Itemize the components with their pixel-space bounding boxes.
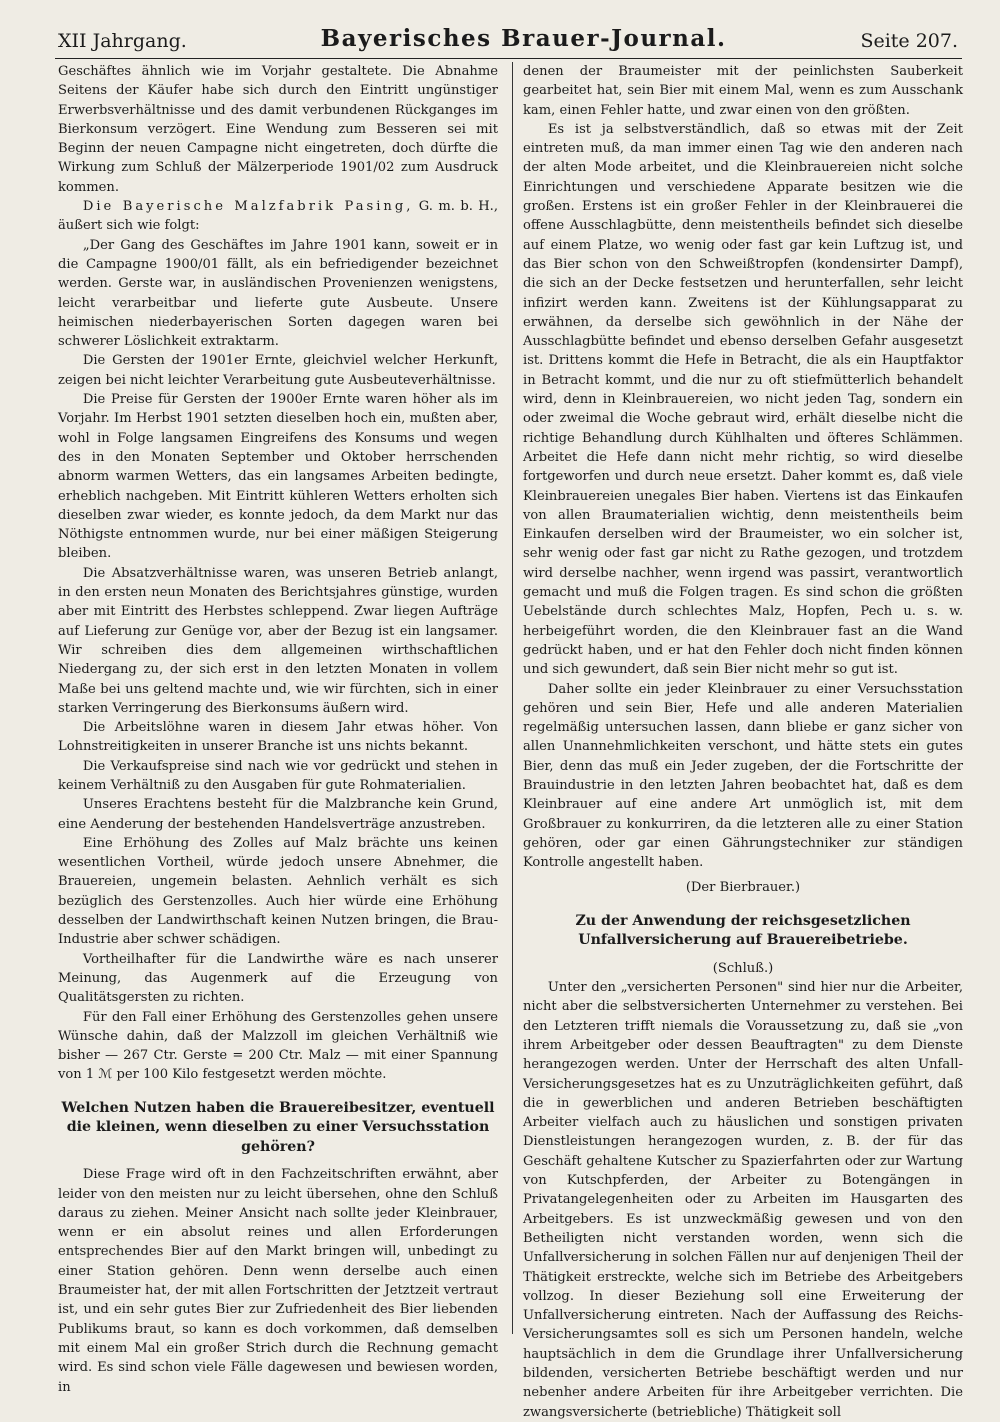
paragraph: Für den Fall einer Erhöhung des Gerstenzolles gehen unsere Wünsche dahin, daß der Malzzoll im gleichen Verhältniß wie bisher — 267 Ctr. Gerste = 200 Ctr. Malz — mit einer Spannung von 1 ℳ per 100 Kilo festgesetzt werden möchte. xyxy=(58,1009,498,1083)
page-header xyxy=(58,18,958,52)
page-number: Seite 207. xyxy=(860,30,958,52)
right-column xyxy=(523,62,963,1422)
paragraph: „Der Gang des Geschäftes im Jahre 1901 kann, soweit er in die Campagne 1900/01 fällt, als ein befriedigender bezeichnet werden. Gerste war, in ausländischen Provenienzen wenigstens, leicht verarbeitbar und lieferte gute Ausbeute. Unsere heimischen niederbayerischen Sorten dagegen waren bei schwerer Löslichkeit extraktarm. xyxy=(58,237,498,350)
header-rule xyxy=(55,58,962,59)
paragraph: Geschäftes ähnlich wie im Vorjahr gestaltete. Die Abnahme Seitens der Käufer habe sich durch den Eintritt ungünstiger Erwerbsverhältnisse und des damit verbundenen Rückganges im Bierkonsum verzögert. Eine Wendung zum Besseren sei mit Beginn der neuen Campagne nicht eingetreten, doch dürfte die Wirkung zum Schluß der Mälzerperiode 1901/02 zum Ausdruck kommen. xyxy=(58,64,498,195)
paragraph: Daher sollte ein jeder Kleinbrauer zu einer Versuchsstation gehören und sein Bier, Hefe und alle anderen Materialien regelmäßig untersuchen lassen, dann bliebe er ganz sicher von allen Unannehmlichkeiten verschont, und hätte stets ein gutes Bier, denn das muß ein Jeder zugeben, der die Fortschritte der Brauindustrie in den letzten Jahren beobachtet hat, daß es dem Kleinbrauer auf eine andere Art unmöglich ist, mit dem Großbrauer zu konkurriren, da die letzteren alle zu einer Station gehören, oder gar einen Gährungstechniker zur ständigen Kontrolle angestellt haben. xyxy=(523,681,963,871)
article-heading: Welchen Nutzen haben die Brauereibesitzer, eventuell die kleinen, wenn dieselben zu einer Versuchsstation gehören? xyxy=(61,1099,495,1155)
paragraph: Die Gersten der 1901er Ernte, gleichviel welcher Herkunft, zeigen bei nicht leichter Verarbeitung gute Ausbeuteverhältnisse. xyxy=(58,353,498,388)
article-heading: Zu der Anwendung der reichsgesetzlichen Unfallversicherung auf Brauereibetriebe. xyxy=(575,912,911,949)
paragraph: Es ist ja selbstverständlich, daß so etwas mit der Zeit eintreten muß, da man immer einen Tag wie den anderen nach der alten Mode arbeitet, und die Kleinbrauereien nicht solche Einrichtungen und verschiedene Apparate besitzen wie die großen. Erstens ist ein großer Fehler in der Kleinbrauerei die offene Ausschlagbütte, denn meistentheils befindet sich dieselbe auf einem Platze, wo wenig oder fast gar kein Luftzug ist, und das Bier schon von den Schweißtropfen (kondensirter Dampf), die sich an der Decke festsetzen und herunterfallen, sehr leicht infizirt werden kann. Zweitens ist der Kühlungsapparat zu erwähnen, da derselbe sich gewöhnlich in der Nähe der Ausschlagbütte befindet und ebenso derselben Gefahr ausgesetzt ist. Drittens kommt die Hefe in Betracht, die als ein Hauptfaktor in Betracht kommt, und die nur zu oft stiefmütterlich behandelt wird, denn in Kleinbrauereien, wo nicht jeden Tag, sondern ein oder zweimal die Woche gebraut wird, erhält dieselbe nicht die richtige Behandlung durch Kühlhalten und öfteres Schlämmen. Arbeitet die Hefe dann nicht mehr richtig, so wird dieselbe fortgeworfen und durch neue ersetzt. Daher kommt es, daß viele Kleinbrauereien unegales Bier haben. Viertens ist das Einkaufen von allen Braumaterialien wichtig, denn meistentheils beim Einkaufen derselben wird der Braumeister, wo ein solcher ist, sehr wenig oder fast gar nicht zu Rathe gezogen, und trotzdem wird derselbe nachher, wenn irgend was passirt, verantwortlich gemacht und muß die Folgen tragen. Es sind schon die größten Uebelstände durch schlechtes Malz, Hopfen, Pech u. s. w. herbeigeführt worden, die den Kleinbrauer fast an die Wand gedrückt haben, und er hat den Fehler doch nicht finden können und sich gewundert, daß sein Bier nicht mehr so gut ist. xyxy=(523,121,963,678)
column-divider xyxy=(512,62,513,1334)
paragraph: Vortheilhafter für die Landwirthe wäre es nach unserer Meinung, das Augenmerk auf die Erzeugung von Qualitätsgersten zu richten. xyxy=(58,951,498,1006)
company-name: Die Bayerische Malzfabrik Pasing, xyxy=(82,199,414,215)
paragraph: Unseres Erachtens besteht für die Malzbranche kein Grund, eine Aenderung der bestehenden Handelsverträge anzustreben. xyxy=(58,797,498,832)
paragraph: Eine Erhöhung des Zolles auf Malz brächte uns keinen wesentlichen Vortheil, würde jedoch unsere Abnehmer, die Brauereien, ungemein belasten. Aehnlich verhält es sich bezüglich des Gerstenzolles. Auch hier würde eine Erhöhung desselben der Landwirthschaft keinen Nutzen bringen, die Brau-Industrie aber schwer schädigen. xyxy=(58,835,498,948)
article-subtitle: (Schluß.) xyxy=(712,960,774,976)
paragraph xyxy=(58,197,498,236)
paragraph: denen der Braumeister mit der peinlichsten Sauberkeit gearbeitet hat, sein Bier mit einem Mal, wenn es zum Ausschank kam, einen Fehler hatte, und zwar einen von den größten. xyxy=(523,64,963,118)
volume-label: XII Jahrgang. xyxy=(58,30,187,52)
journal-title: Bayerisches Brauer-Journal. xyxy=(320,25,727,52)
paragraph: Diese Frage wird oft in den Fachzeitschriften erwähnt, aber leider von den meisten nur zu leicht übersehen, ohne den Schluß daraus zu ziehen. Meiner Ansicht nach sollte jeder Kleinbrauer, wenn er ein absolut reines und allen Erforderungen entsprechendes Bier auf den Markt bringen will, unbedingt zu einer Station gehören. Denn wenn derselbe auch einen Braumeister hat, der mit allen Fortschritten der Jetztzeit vertraut ist, und ein sehr gutes Bier zur Zufriedenheit des Bier liebenden Publikums braut, so kann es doch vorkommen, daß demselben mit einem Mal ein großer Strich durch die Rechnung gemacht wird. Es sind schon viele Fälle dagewesen und bewiesen worden, in xyxy=(58,1167,498,1395)
paragraph: Die Absatzverhältnisse waren, was unseren Betrieb anlangt, in den ersten neun Monaten des Berichtsjahres günstige, wurden aber mit Eintritt des Herbstes schleppend. Zwar liegen Aufträge auf Lieferung zur Genüge vor, aber der Bezug ist ein langsamer. Wir schreiben dies dem allgemeinen wirthschaftlichen Niedergang zu, der sich erst in den letzten Monaten in vollem Maße bei uns geltend machte und, wie wir fürchten, sich in einer starken Verringerung des Bierkonsums äußern wird. xyxy=(58,565,498,716)
paragraph: Unter den „versicherten Personen" sind hier nur die Arbeiter, nicht aber die selbstversicherten Unternehmer zu verstehen. Bei den Letzteren trifft niemals die Voraussetzung zu, daß sie „von ihrem Arbeitgeber oder dessen Beauftragten" zu dem Dienste herangezogen werden. Unter der Herrschaft des alten Unfall-Versicherungsgesetzes hat es zu Unzuträglichkeiten geführt, daß die in gewerblichen und anderen Betrieben beschäftigten Arbeiter vielfach auch zu häuslichen und sonstigen privaten Dienstleistungen herangezogen wurden, z. B. der für das Geschäft gehaltene Kutscher zu Spazierfahrten oder zur Wartung von Kutschpferden, der Arbeiter zu Botengängen in Privatangelegenheiten oder zu Arbeiten im Hausgarten des Arbeitgebers. Es ist unzweckmäßig gewesen und von den Betheiligten nicht verstanden worden, wenn sich die Unfallversicherung in solchen Fällen nur auf denjenigen Theil der Thätigkeit erstreckte, welche sich im Betriebe des Arbeitgebers vollzog. In dieser Beziehung soll eine Erweiterung der Unfallversicherung eintreten. Nach der Auffassung des Reichs-Versicherungsamtes soll es sich um Personen handeln, welche hauptsächlich in dem die Grundlage ihrer Unfallversicherung bildenden, versicherten Betriebe beschäftigt werden und nur nebenher andere Arbeiten für ihre Arbeitgeber verrichten. Die zwangsversicherte (betriebliche) Thätigkeit soll xyxy=(523,980,963,1420)
left-column xyxy=(58,62,498,1397)
paragraph: Die Verkaufspreise sind nach wie vor gedrückt und stehen in keinem Verhältniß zu den Ausgaben für gute Rohmaterialien. xyxy=(58,758,498,793)
source-credit: (Der Bierbrauer.) xyxy=(685,880,801,896)
paragraph: Die Preise für Gersten der 1900er Ernte waren höher als im Vorjahr. Im Herbst 1901 setzten dieselben hoch ein, mußten aber, wohl in Folge langsamen Eingreifens des Konsums und wegen des in den Monaten September und Oktober herrschenden abnorm warmen Wetters, das ein langsames Arbeiten bedingte, erheblich nachgeben. Mit Eintritt kühleren Wetters erholten sich dieselben zwar wieder, es konnte jedoch, da dem Markt nur das Nöthigste entnommen wurde, nur bei einer mäßigen Steigerung bleiben. xyxy=(58,392,498,562)
paragraph: Die Arbeitslöhne waren in diesem Jahr etwas höher. Von Lohnstreitigkeiten in unserer Branche ist uns nichts bekannt. xyxy=(58,720,498,755)
paragraph-text: G. m. b. H., äußert sich wie folgt: xyxy=(58,199,498,234)
